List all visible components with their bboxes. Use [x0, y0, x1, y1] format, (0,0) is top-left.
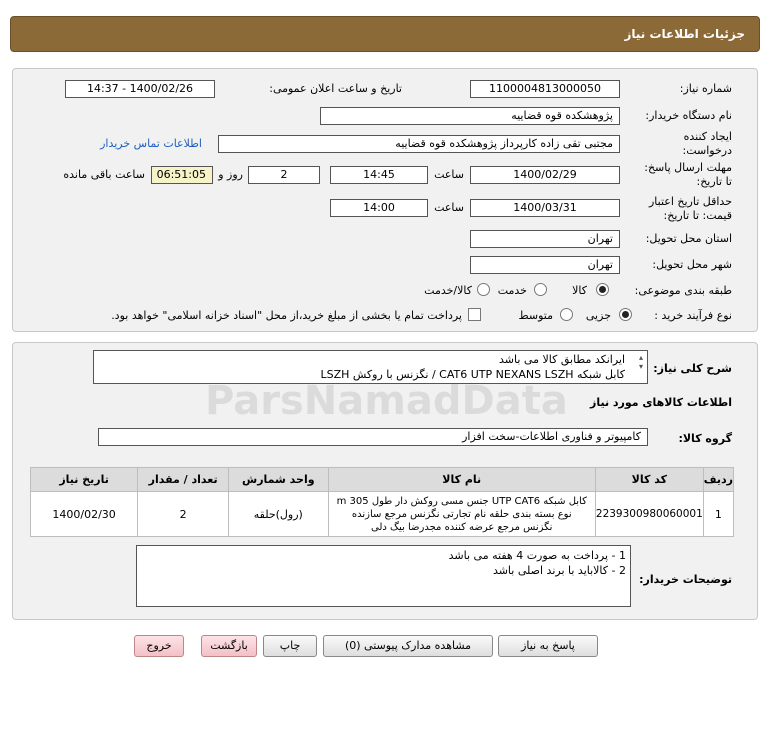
category-both-label: کالا/خدمت	[424, 284, 472, 297]
validity-label-1: حداقل تاریخ اعتبار	[648, 195, 732, 208]
process-medium-label: متوسط	[518, 309, 553, 322]
page-title: جزئیات اطلاعات نیاز	[624, 27, 745, 41]
process-partial-radio[interactable]	[619, 308, 632, 321]
deadline-time-field: 14:45	[330, 166, 428, 184]
province-field: تهران	[470, 230, 620, 248]
process-partial-label: جزیی	[585, 309, 611, 322]
creator-label-1: ایجاد کننده	[683, 130, 732, 143]
description-box	[93, 350, 648, 384]
goods-section-title: اطلاعات کالاهای مورد نیاز	[590, 396, 732, 409]
deadline-label-1: مهلت ارسال پاسخ:	[644, 161, 732, 174]
creator-field: مجتبی تقی زاده کارپرداز پژوهشکده قوه قضاییه	[218, 135, 620, 153]
validity-date-field: 1400/03/31	[470, 199, 620, 217]
table-row	[31, 492, 734, 537]
view-attachments-button[interactable]: مشاهده مدارک پیوستی (0)	[323, 635, 493, 657]
category-goods-label: کالا	[572, 284, 587, 297]
buyer-notes-label: توضیحات خریدار:	[639, 573, 732, 586]
col-name: نام کالا	[328, 468, 595, 492]
col-date: تاریخ نیاز	[31, 468, 138, 492]
print-button[interactable]: چاپ	[263, 635, 317, 657]
col-code: کد کالا	[595, 468, 703, 492]
announce-label: تاریخ و ساعت اعلان عمومی:	[269, 82, 402, 95]
col-qty: تعداد / مقدار	[138, 468, 229, 492]
cell-unit: (رول)حلقه	[229, 492, 329, 537]
days-field: 2	[248, 166, 320, 184]
city-field: تهران	[470, 256, 620, 274]
announce-field: 1400/02/26 - 14:37	[65, 80, 215, 98]
contact-buyer-link[interactable]: اطلاعات تماس خریدار	[100, 137, 202, 150]
description-line-1: ایرانکد مطابق کالا می باشد	[499, 353, 625, 366]
exit-button[interactable]: خروج	[134, 635, 184, 657]
cell-name-line-1: کابل شبکه UTP CAT6 جنس مسی روکش دار طول 305 m	[336, 495, 587, 507]
cell-name-line-3: نگزنس مرجع عرضه کننده مجدرضا بیگ دلی	[371, 521, 553, 533]
description-label: شرح کلی نیاز:	[653, 362, 732, 375]
buyer-notes-box	[136, 545, 631, 607]
cell-code: 2239300980060001	[595, 492, 703, 537]
category-both-radio[interactable]	[477, 283, 490, 296]
col-row: ردیف	[703, 468, 733, 492]
need-number-label: شماره نیاز:	[679, 82, 732, 95]
deadline-date-field: 1400/02/29	[470, 166, 620, 184]
goods-group-field: کامپیوتر و فناوری اطلاعات-سخت افزار	[98, 428, 648, 446]
creator-label-2: درخواست:	[682, 144, 732, 157]
validity-label-2: قیمت: تا تاریخ:	[663, 209, 732, 222]
reply-button[interactable]: پاسخ به نیاز	[498, 635, 598, 657]
goods-group-label: گروه کالا:	[678, 432, 732, 445]
back-button[interactable]: بازگشت	[201, 635, 257, 657]
cell-name-line-2: نوع بسته بندی حلقه نام تجارتی نگزنس مرجع سازنده	[351, 508, 572, 520]
cell-date: 1400/02/30	[31, 492, 138, 537]
cell-qty: 2	[138, 492, 229, 537]
category-service-label: خدمت	[497, 284, 527, 297]
treasury-payment-note: پرداخت تمام یا بخشی از مبلغ خرید،از محل "اسناد خزانه اسلامی" خواهد بود.	[111, 309, 462, 322]
city-label: شهر محل تحویل:	[652, 258, 732, 271]
days-label: روز و	[218, 168, 243, 181]
category-goods-radio[interactable]	[596, 283, 609, 296]
deadline-label-2: تا تاریخ:	[696, 175, 732, 188]
validity-time-label: ساعت	[434, 201, 464, 214]
validity-time-field: 14:00	[330, 199, 428, 217]
remaining-time-field: 06:51:05	[151, 166, 213, 184]
category-service-radio[interactable]	[534, 283, 547, 296]
description-line-2: کابل شبکه CAT6 UTP NEXANS LSZH / نگزنس با روکش LSZH	[320, 368, 625, 381]
process-medium-radio[interactable]	[560, 308, 573, 321]
buyer-notes-line-2: 2 - کالاباید با برند اصلی باشد	[492, 564, 626, 577]
province-label: استان محل تحویل:	[645, 232, 732, 245]
remaining-label: ساعت باقی مانده	[63, 168, 145, 181]
category-label: طبقه بندی موضوعی:	[634, 284, 732, 297]
cell-row: 1	[703, 492, 733, 537]
buyer-field: پژوهشکده قوه قضاییه	[320, 107, 620, 125]
cell-name	[328, 492, 595, 537]
scroll-arrows-icon[interactable]: ▴ ▾	[638, 353, 643, 371]
page-header	[10, 16, 760, 52]
buyer-notes-line-1: 1 - پرداخت به صورت 4 هفته می باشد	[448, 549, 626, 562]
table-header-row	[31, 468, 734, 492]
buyer-label: نام دستگاه خریدار:	[645, 109, 732, 122]
process-label: نوع فرآیند خرید :	[654, 309, 732, 322]
col-unit: واحد شمارش	[229, 468, 329, 492]
need-number-field: 1100004813000050	[470, 80, 620, 98]
deadline-time-label: ساعت	[434, 168, 464, 181]
goods-table	[30, 467, 734, 537]
treasury-payment-checkbox[interactable]	[468, 308, 481, 321]
